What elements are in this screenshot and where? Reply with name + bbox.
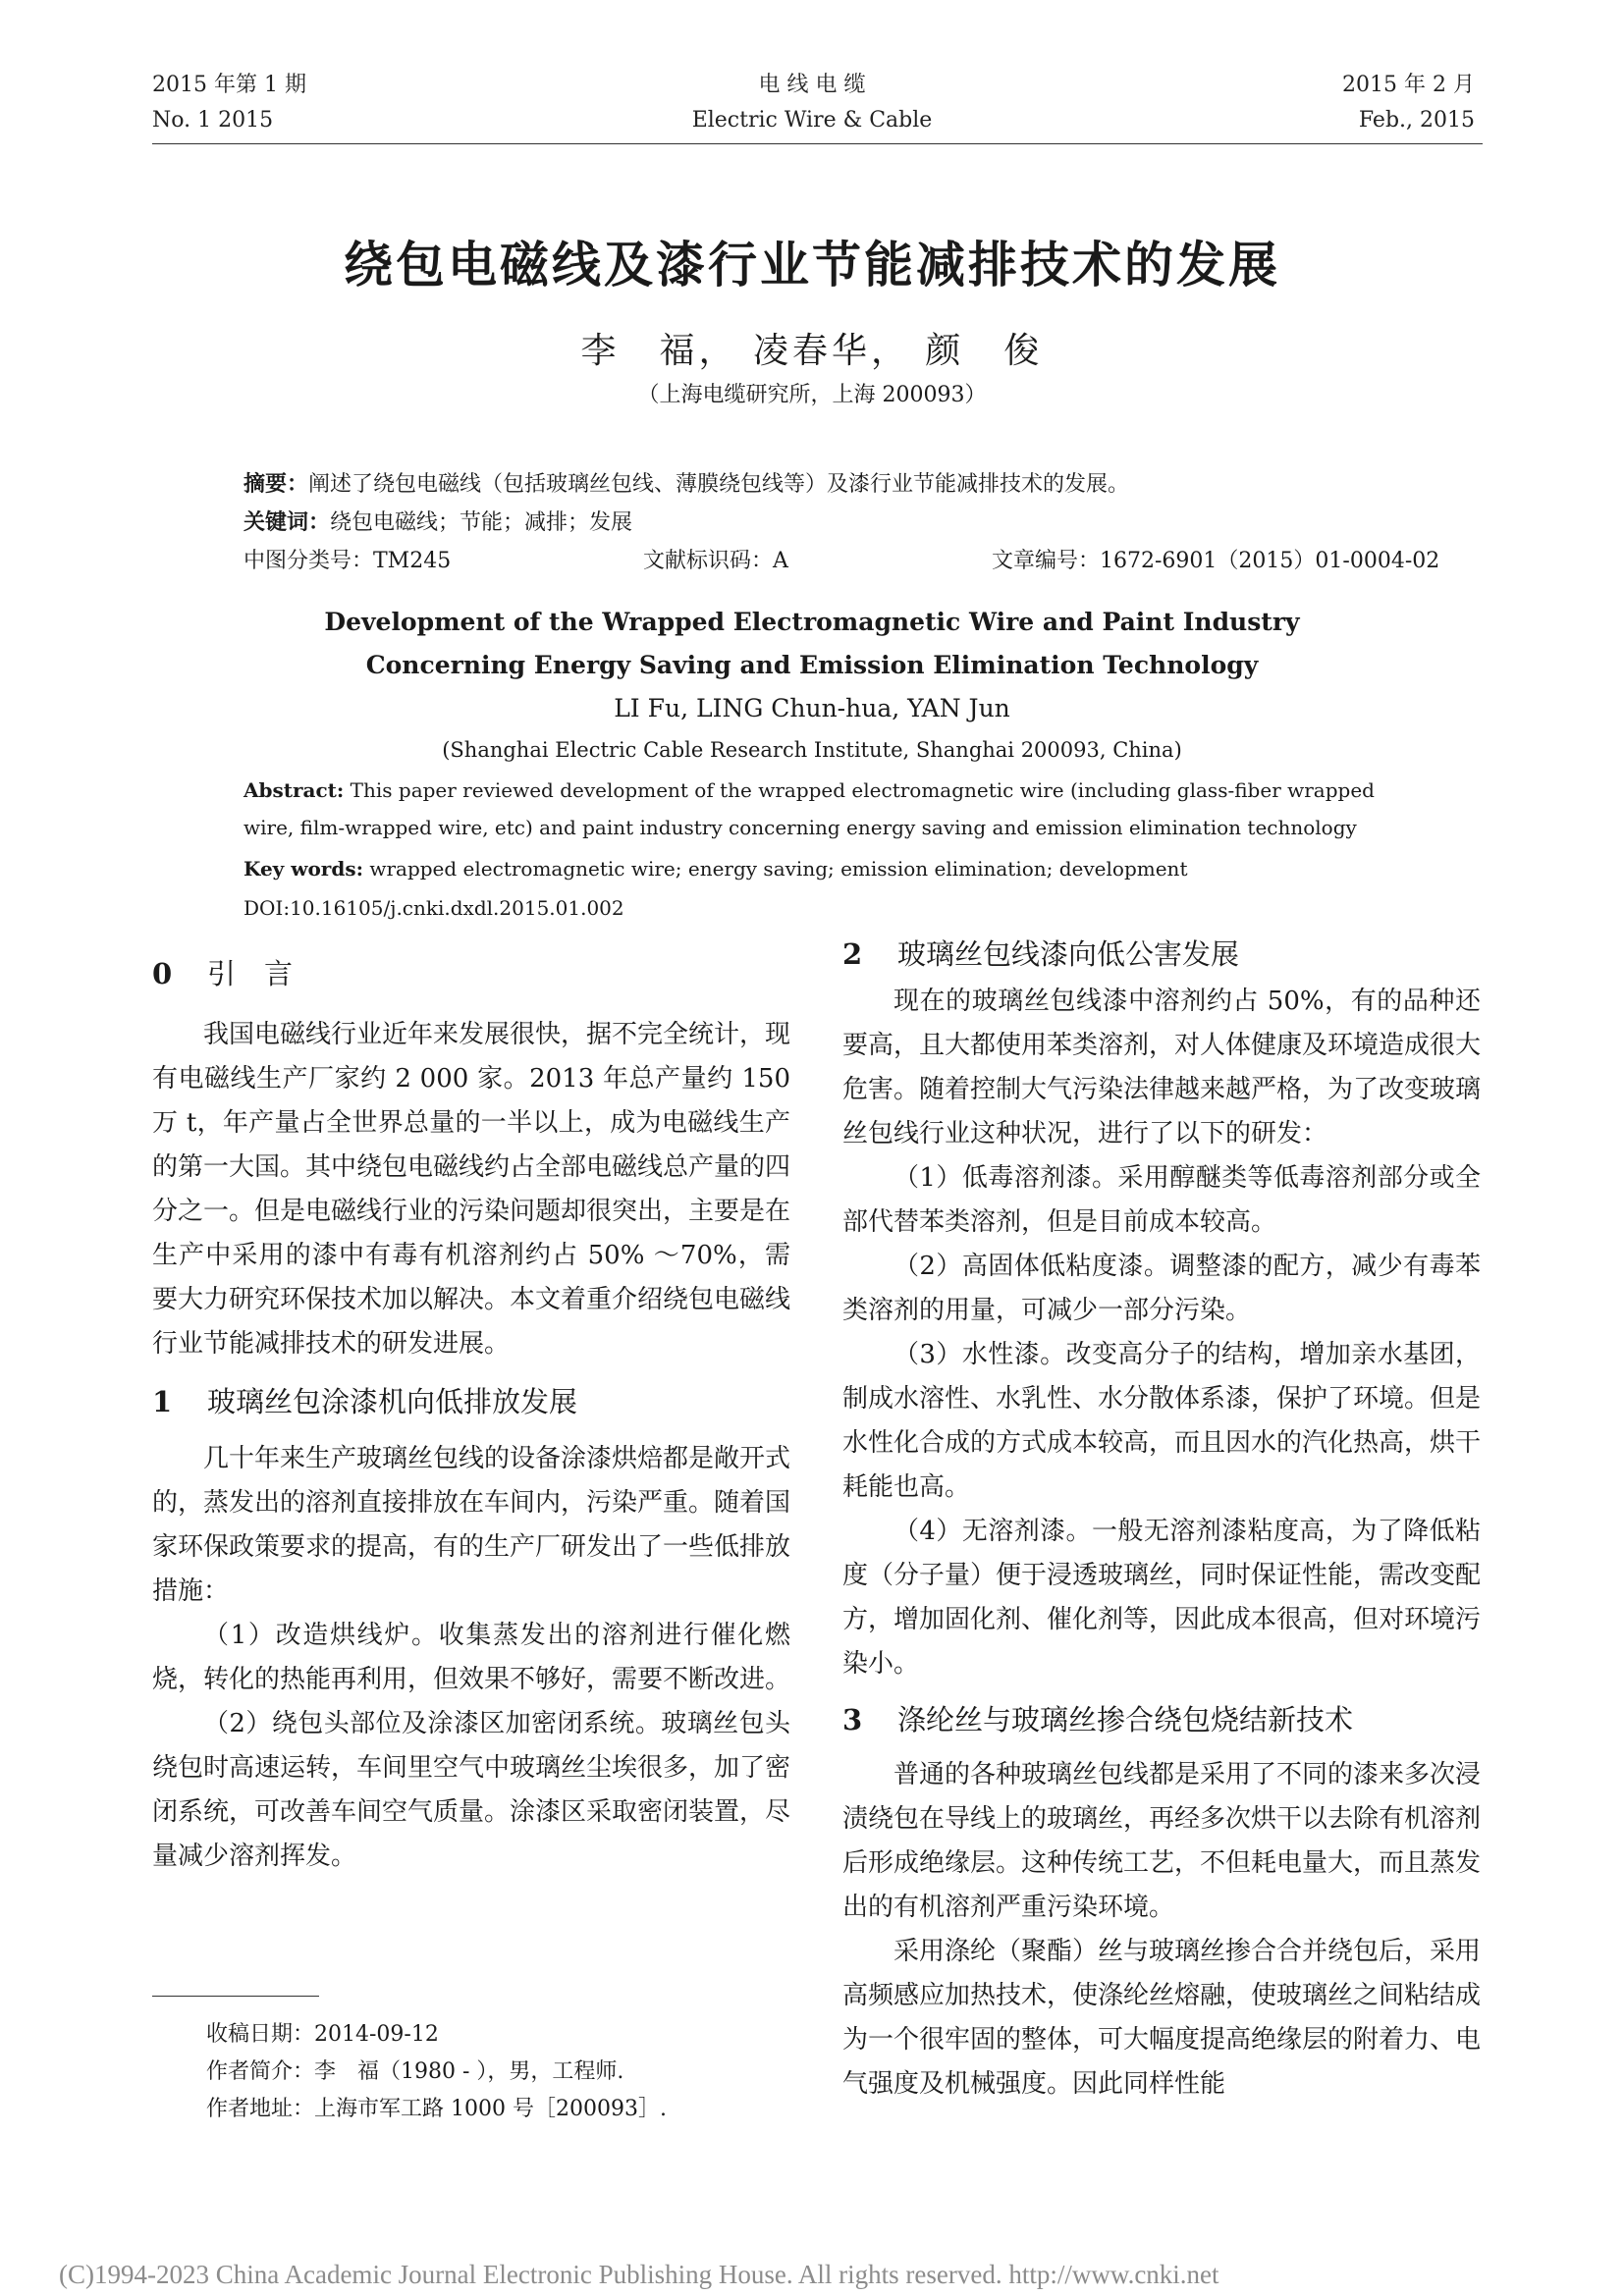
section-number: 1 — [152, 1385, 173, 1418]
english-keywords-text: wrapped electromagnetic wire; energy saving; emission elimination; development — [362, 857, 1188, 881]
footnote-bio: 作者简介：李 福（1980 - ），男，工程师. — [206, 2059, 624, 2084]
doi: DOI:10.16105/j.cnki.dxdl.2015.01.002 — [244, 896, 624, 920]
copyright-notice: (C)1994-2023 China Academic Journal Electronic Publishing House. All rights reserved. http://www.cnki.net — [59, 2260, 1219, 2289]
paper-title: 绕包电磁线及漆行业节能减排技术的发展 — [344, 236, 1280, 294]
paragraph: （3）水性漆。改变高分子的结构，增加亲水基团，制成水溶性、水乳性、水分散体系漆，保护了环境。但是水性化合成的方式成本较高，而且因水的汽化热高，烘干耗能也高。 — [842, 1340, 1482, 1502]
right-column — [842, 933, 1481, 2107]
english-authors: LI Fu, LING Chun-hua, YAN Jun — [614, 694, 1010, 722]
section-1-heading — [152, 1380, 790, 1423]
abstract-cn-label: 摘要： — [244, 471, 309, 497]
paragraph: 采用涤纶（聚酯）丝与玻璃丝掺合合并绕包后，采用高频感应加热技术，使涤纶丝熔融，使玻璃丝之间粘结成为一个很牢固的整体，可大幅度提高绝缘层的附着力、电气强度及机械强度。因此同样性能 — [842, 1937, 1482, 2099]
english-abstract-text: This paper reviewed development of the wrapped electromagnetic wire (including glass-fiber wrapped wire, film-wrapped wire, etc) and paint industry concerning energy saving and emission elimination technology — [244, 778, 1375, 839]
header-issue-cn: 2015 年第 1 期 — [152, 73, 306, 97]
paragraph: 普通的各种玻璃丝包线都是采用了不同的漆来多次浸渍绕包在导线上的玻璃丝，再经多次烘干以去除有机溶剂后形成绝缘层。这种传统工艺，不但耗电量大，而且蒸发出的有机溶剂严重污染环境。 — [842, 1760, 1482, 1922]
footnote-received: 收稿日期：2014-09-12 — [206, 2022, 439, 2047]
english-keywords — [244, 850, 1392, 887]
footnote-address: 作者地址：上海市军工路 1000 号［200093］. — [206, 2097, 667, 2121]
section-3-heading — [842, 1698, 1481, 1741]
header-journal-en: Electric Wire & Cable — [691, 108, 933, 133]
english-keywords-label: Key words: — [244, 857, 363, 881]
paragraph: （2）高固体低粘度漆。调整漆的配方，减少有毒苯类溶剂的用量，可减少一部分污染。 — [842, 1252, 1481, 1325]
footnote-rule — [152, 1996, 319, 1997]
abstract-cn-text: 阐述了绕包电磁线（包括玻璃丝包线、薄膜绕包线等）及漆行业节能减排技术的发展。 — [308, 472, 1130, 497]
article-number: 文章编号：1672-6901（2015）01-0004-02 — [992, 549, 1440, 573]
section-title: 引 言 — [207, 957, 294, 990]
intro-paragraph: 我国电磁线行业近年来发展很快，据不完全统计，现有电磁线生产厂家约 2 000 家。2013 年总产量约 150 万 t，年产量占全世界总量的一半以上，成为电磁线生产的第一大国。其中绕包电磁线约占全部电磁线总产量的四分之一。但是电磁线行业的污染问题却很突出，主要是在生产中采用的漆中有毒有机溶剂约占 50% ～70%，需要大力研究环保技术加以解决。本文着重介绍绕包电磁线行业节能减排技术的研发进展。 — [152, 1020, 791, 1359]
paragraph: （4）无溶剂漆。一般无溶剂漆粘度高，为了降低粘度（分子量）便于浸透玻璃丝，同时保证性能，需改变配方，增加固化剂、催化剂等，因此成本很高，但对环境污染小。 — [842, 1517, 1482, 1679]
english-abstract-label: Abstract: — [244, 778, 345, 802]
keywords-cn-label: 关键词： — [244, 509, 331, 535]
english-title-line1: Development of the Wrapped Electromagnetic Wire and Paint Industry — [324, 608, 1300, 636]
keywords-cn-text: 绕包电磁线；节能；减排；发展 — [330, 510, 633, 535]
header-date-en: Feb., 2015 — [1358, 108, 1475, 133]
english-abstract — [244, 772, 1392, 846]
paragraph: （2）绕包头部位及涂漆区加密闭系统。玻璃丝包头绕包时高速运转，车间里空气中玻璃丝尘埃很多，加了密闭系统，可改善车间空气质量。涂漆区采取密闭装置，尽量减少溶剂挥发。 — [152, 1709, 791, 1871]
paragraph: 几十年来生产玻璃丝包线的设备涂漆烘焙都是敞开式的，蒸发出的溶剂直接排放在车间内，污染严重。随着国家环保政策要求的提高，有的生产厂研发出了一些低排放措施： — [152, 1444, 791, 1606]
section-title: 玻璃丝包线漆向低公害发展 — [897, 937, 1240, 971]
english-title-line2: Concerning Energy Saving and Emission Elimination Technology — [365, 651, 1259, 679]
section-title: 涤纶丝与玻璃丝掺合绕包烧结新技术 — [897, 1703, 1354, 1736]
section-title: 玻璃丝包涂漆机向低排放发展 — [207, 1385, 578, 1418]
left-column — [152, 952, 790, 1879]
section-2-heading — [842, 933, 1481, 976]
header-date-cn: 2015 年 2 月 — [1342, 73, 1475, 97]
section-0-heading — [152, 952, 790, 995]
paper-affiliation: （上海电缆研究所，上海 200093） — [637, 383, 987, 407]
section-number: 3 — [842, 1703, 863, 1736]
document-code: 文献标识码：A — [643, 549, 788, 573]
header-journal-cn: 电 线 电 缆 — [758, 73, 866, 97]
english-affiliation: (Shanghai Electric Cable Research Institute, Shanghai 200093, China) — [442, 738, 1182, 762]
paragraph: （1）低毒溶剂漆。采用醇醚类等低毒溶剂部分或全部代替苯类溶剂，但是目前成本较高。 — [842, 1163, 1481, 1237]
paragraph: （1）改造烘线炉。收集蒸发出的溶剂进行催化燃烧，转化的热能再利用，但效果不够好，需要不断改进。 — [152, 1621, 791, 1694]
section-number: 0 — [152, 957, 173, 990]
paper-authors: 李 福， 凌春华， 颜 俊 — [580, 331, 1044, 371]
paragraph: 现在的玻璃丝包线漆中溶剂约占 50%，有的品种还要高，且大都使用苯类溶剂，对人体健康及环境造成很大危害。随着控制大气污染法律越来越严格，为了改变玻璃丝包线行业这种状况，进行了以下的研发： — [842, 987, 1482, 1148]
header-rule — [152, 143, 1483, 144]
section-number: 2 — [842, 937, 863, 971]
abstract-cn — [244, 469, 1422, 500]
header-issue-en: No. 1 2015 — [152, 108, 274, 133]
keywords-cn — [244, 507, 1422, 538]
clc-number: 中图分类号：TM245 — [244, 549, 452, 573]
